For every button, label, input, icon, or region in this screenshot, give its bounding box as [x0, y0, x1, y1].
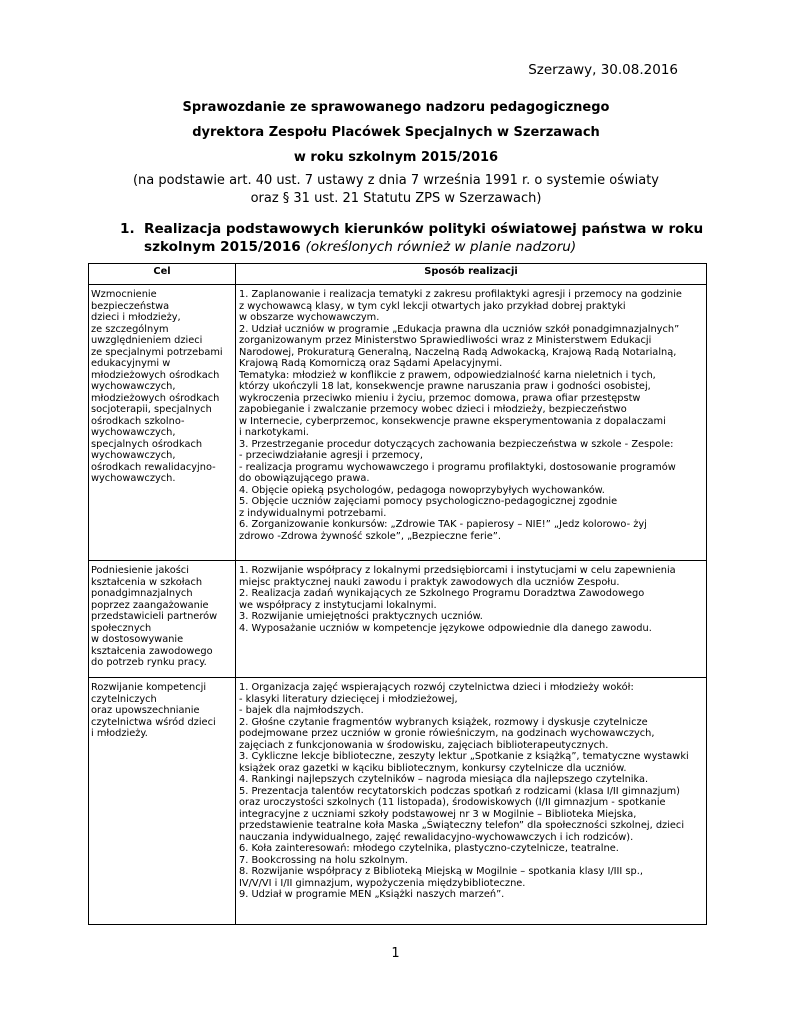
header-goal: Cel — [89, 264, 236, 285]
implementation-line: zdrowo -Zdrowa żywność szkole”, „Bezpieczne ferie”. — [239, 530, 501, 542]
legal-basis-line-2: oraz § 31 ust. 21 Statutu ZPS w Szerzawach) — [250, 191, 542, 206]
implementation-line: 3. Przestrzeganie procedur dotyczących zachowania bezpieczeństwa w szkole - Zespole: — [239, 438, 674, 450]
implementation-line: - bajek dla najmłodszych. — [239, 705, 364, 716]
implementation-cell — [236, 285, 707, 561]
implementation-line: Tematyka: młodzież w konflikcie z prawem, odpowiedzialność karna nieletnich i tych, — [239, 369, 656, 381]
goal-line: wychowawczych, — [91, 427, 176, 438]
implementation-line: 4. Wyposażanie uczniów w kompetencje językowe odpowiednie dla danego zawodu. — [239, 622, 652, 634]
legal-basis-line-1: (na podstawie art. 40 ust. 7 ustawy z dnia 7 września 1991 r. o systemie oświaty — [132, 173, 659, 188]
goal-line: do potrzeb rynku pracy. — [91, 657, 207, 668]
implementation-line: 8. Rozwijanie współpracy z Biblioteką Miejską w Mogilnie – spotkania klasy I/III sp., — [239, 866, 643, 877]
goal-line: kształcenia w szkołach — [91, 576, 203, 588]
implementation-line: zapobieganie i zwalczanie przemocy wobec dzieci i młodzieży, bezpieczeństwo — [239, 404, 627, 415]
goal-cell — [89, 285, 236, 561]
implementation-line: - przeciwdziałanie agresji i przemocy, — [239, 450, 423, 461]
implementation-line: integracyjne z uczniami szkoły podstawowej nr 3 w Mogilnie – Biblioteka Miejska, — [239, 808, 637, 820]
implementation-line: z indywidualnymi potrzebami. — [239, 507, 387, 519]
page-number: 1 — [391, 946, 400, 961]
implementation-line: przedstawienie teatralne koła Maska „Świąteczny telefon” dla społeczności szkolnej, dzieci — [239, 820, 685, 831]
goal-line: wychowawczych. — [91, 473, 176, 484]
implementation-line: 1. Organizacja zajęć wspierających rozwój czytelnictwa dzieci i młodzieży wokół: — [239, 682, 634, 693]
policy-implementation-table — [88, 263, 707, 925]
goal-line: Wzmocnienie — [91, 289, 157, 300]
section-title-note: (określonych również w planie nadzoru) — [305, 239, 577, 255]
implementation-line: którzy ukończyli 18 lat, konsekwencje prawne naruszania praw i godności osobistej, — [239, 381, 651, 392]
goal-line: oraz upowszechnianie — [91, 705, 200, 716]
goal-cell — [89, 561, 236, 678]
implementation-line: Krajową Radą Komorniczą oraz Sądami Apelacyjnymi. — [239, 358, 503, 369]
goal-line: ze szczególnym — [91, 323, 169, 335]
implementation-line: 4. Rankingi najlepszych czytelników – nagroda miesiąca dla najlepszego czytelnika. — [239, 774, 649, 785]
goal-line: bezpieczeństwa — [91, 300, 170, 312]
implementation-cell — [236, 678, 707, 925]
goal-line: czytelniczych — [91, 693, 157, 705]
implementation-line: 6. Koła zainteresowań: młodego czytelnika, plastyczno-czytelnicze, teatralne. — [239, 843, 619, 854]
implementation-line: 7. Bookcrossing na holu szkolnym. — [239, 854, 409, 866]
section-number: 1. — [120, 221, 135, 237]
implementation-line: zajęciach z funkcjonowania w środowisku, zajęciach biblioterapeutycznych. — [239, 739, 609, 751]
report-title-line-1: Sprawozdanie ze sprawowanego nadzoru pedagogicznego — [182, 100, 610, 115]
goal-line: socjoterapii, specjalnych — [91, 404, 212, 415]
implementation-line: zorganizowanym przez Ministerstwo Sprawiedliwości wraz z Ministerstwem Edukacji — [239, 335, 652, 346]
implementation-line: z wychowawcą klasy, w tym cykl lekcji otwartych jako przykład dobrej praktyki — [239, 300, 626, 312]
goal-line: czytelnictwa wśród dzieci — [91, 716, 216, 728]
implementation-line: książek oraz gazetki w kąciku bibliotecznym, konkursy czytelnicze dla uczniów. — [239, 762, 627, 774]
table-row — [89, 561, 707, 678]
goal-line: młodzieżowych ośrodkach — [91, 392, 220, 404]
implementation-line: oraz uroczystości szkolnych (11 listopada), środowiskowych (I/II gimnazjum - spotkanie — [239, 797, 666, 808]
implementation-line: 3. Rozwijanie umiejętności praktycznych uczniów. — [239, 611, 483, 622]
implementation-line: w obszarze wychowawczym. — [239, 312, 380, 323]
implementation-line: nauczania indywidualnego, zajęć rewalidacyjno-wychowawczych i ich rodziców). — [239, 831, 634, 843]
goal-line: w dostosowywanie — [91, 634, 184, 645]
implementation-line: 9. Udział w programie MEN „Książki naszych marzeń”. — [239, 889, 505, 900]
implementation-line: w Internecie, cyberprzemoc, konsekwencje prawne eksperymentowania z dopalaczami — [239, 415, 666, 427]
section-title-line-1: Realizacja podstawowych kierunków polityki oświatowej państwa w roku — [144, 221, 704, 237]
report-title-line-2: dyrektora Zespołu Placówek Specjalnych w Szerzawach — [192, 125, 600, 140]
implementation-line: miejsc praktycznej nauki zawodu i praktyk zawodowych dla uczniów Zespołu. — [239, 576, 620, 588]
implementation-line: we współpracy z instytucjami lokalnymi. — [239, 599, 437, 611]
goal-line: i młodzieży. — [91, 728, 148, 739]
goal-line: wychowawczych, — [91, 381, 176, 392]
implementation-cell — [236, 561, 707, 678]
section-title-year: szkolnym 2015/2016 — [144, 239, 301, 255]
header-implementation: Sposób realizacji — [236, 264, 707, 285]
goal-line: ze specjalnymi potrzebami — [91, 346, 223, 358]
goal-line: ośrodkach rewalidacyjno- — [91, 461, 216, 473]
implementation-line: 2. Realizacja zadań wynikających ze Szkolnego Programu Doradztwa Zawodowego — [239, 588, 645, 599]
goal-line: kształcenia zawodowego — [91, 645, 213, 657]
table-row — [89, 285, 707, 561]
implementation-line: 2. Głośne czytanie fragmentów wybranych książek, rozmowy i dyskusje czytelnicze — [239, 716, 648, 728]
table-header-row — [89, 264, 707, 285]
table-row — [89, 678, 707, 925]
implementation-line: wykroczenia przeciwko mieniu i życiu, przemoc domowa, prawa ofiar przestępstw — [239, 392, 641, 404]
section-title-line-2 — [144, 238, 576, 256]
goal-line: specjalnych ośrodkach — [91, 438, 203, 450]
report-title-line-3: w roku szkolnym 2015/2016 — [293, 150, 499, 165]
goal-line: przedstawicieli partnerów — [91, 611, 218, 622]
goal-line: uwzględnieniem dzieci — [91, 335, 203, 346]
goal-line: wychowawczych, — [91, 450, 176, 461]
implementation-line: - realizacja programu wychowawczego i programu profilaktyki, dostosowanie programów — [239, 461, 676, 473]
goal-line: ponadgimnazjalnych — [91, 588, 193, 599]
implementation-line: 5. Prezentacja talentów recytatorskich podczas spotkań z rodzicami (klasa I/II gimnazjum) — [239, 785, 680, 797]
implementation-line: 6. Zorganizowanie konkursów: „Zdrowie TAK - papierosy – NIE!” „Jedz kolorowo- żyj — [239, 519, 647, 530]
goal-line: dzieci i młodzieży, — [91, 312, 181, 323]
goal-line: młodzieżowych ośrodkach — [91, 369, 220, 381]
goal-line: społecznych — [91, 622, 152, 634]
implementation-line: - klasyki literatury dziecięcej i młodzieżowej, — [239, 693, 458, 705]
implementation-line: Narodowej, Prokuraturą Generalną, Naczelną Radą Adwokacką, Krajową Radą Notarialną, — [239, 346, 677, 358]
goal-line: Podniesienie jakości — [91, 565, 189, 576]
implementation-line: i narkotykami. — [239, 427, 309, 438]
implementation-line: 1. Rozwijanie współpracy z lokalnymi przedsiębiorcami i instytucjami w celu zapewnienia — [239, 565, 676, 576]
implementation-line: IV/V/VI i I/II gimnazjum, wypożyczenia międzybiblioteczne. — [239, 877, 526, 889]
goal-cell — [89, 678, 236, 925]
implementation-line: 3. Cykliczne lekcje biblioteczne, zeszyty lektur „Spotkanie z książką”, tematyczne wystawki — [239, 751, 689, 762]
implementation-line: do obowiązującego prawa. — [239, 473, 370, 484]
goal-line: poprzez zaangażowanie — [91, 599, 209, 611]
implementation-line: 2. Udział uczniów w programie „Edukacja prawna dla uczniów szkół ponadgimnazjalnych” — [239, 323, 680, 335]
report-date: Szerzawy, 30.08.2016 — [528, 62, 678, 78]
goal-line: edukacyjnymi w — [91, 358, 171, 369]
goal-line: Rozwijanie kompetencji — [91, 682, 207, 693]
goal-line: ośrodkach szkolno- — [91, 415, 185, 427]
implementation-line: 1. Zaplanowanie i realizacja tematyki z zakresu profilaktyki agresji i przemocy na godzinie — [239, 289, 682, 300]
implementation-line: 5. Objęcie uczniów zajęciami pomocy psychologiczno-pedagogicznej zgodnie — [239, 496, 618, 507]
implementation-line: 4. Objęcie opieką psychologów, pedagoga nowoprzybyłych wychowanków. — [239, 484, 605, 496]
implementation-line: podejmowane przez uczniów w gronie rówieśniczym, na godzinach wychowawczych, — [239, 728, 655, 739]
